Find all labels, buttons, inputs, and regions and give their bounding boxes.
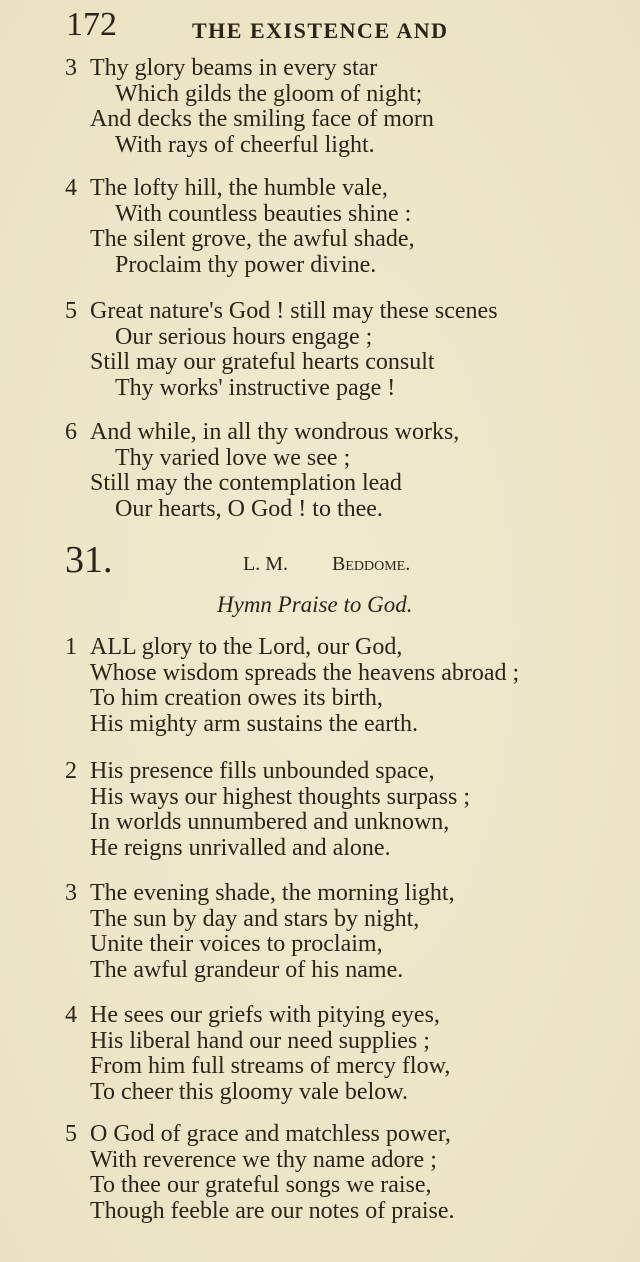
verse-line: With reverence we thy name adore ; <box>90 1146 437 1173</box>
verse-line: The evening shade, the morning light, <box>90 880 455 906</box>
verse-line: Our serious hours engage ; <box>115 323 373 350</box>
verse-line: Thy glory beams in every star <box>90 55 378 81</box>
verse-line: His mighty arm sustains the earth. <box>90 710 418 737</box>
hymn-author: Beddome. <box>332 553 411 575</box>
stanza-number: 5 <box>65 1121 77 1147</box>
stanza-number: 4 <box>65 175 77 201</box>
verse-line: Though feeble are our notes of praise. <box>90 1197 455 1224</box>
verse-line: Great nature's God ! still may these scenes <box>90 298 498 324</box>
verse-line: Our hearts, O God ! to thee. <box>115 495 383 522</box>
verse-line: He sees our griefs with pitying eyes, <box>90 1002 440 1028</box>
stanza-number: 2 <box>65 758 77 784</box>
stanza-number: 1 <box>65 634 77 660</box>
verse-line: The silent grove, the awful shade, <box>90 226 415 253</box>
verse-line: With rays of cheerful light. <box>115 131 375 158</box>
verse-line: Which gilds the gloom of night; <box>115 80 423 107</box>
stanza-number: 6 <box>65 419 77 445</box>
verse-line: To thee our grateful songs we raise, <box>90 1172 432 1199</box>
running-title: THE EXISTENCE AND <box>192 18 449 43</box>
verse-line: To him creation owes its birth, <box>90 685 383 712</box>
hymn-title: Hymn Praise to God. <box>217 592 413 617</box>
verse-line: The awful grandeur of his name. <box>90 956 404 983</box>
verse-line: O God of grace and matchless power, <box>90 1121 451 1147</box>
verse-line: He reigns unrivalled and alone. <box>90 834 391 861</box>
verse-line: To cheer this gloomy vale below. <box>90 1078 409 1105</box>
verse-line: In worlds unnumbered and unknown, <box>90 809 450 836</box>
verse-line: His ways our highest thoughts surpass ; <box>90 783 470 810</box>
verse-line: Whose wisdom spreads the heavens abroad ; <box>90 659 520 686</box>
verse-line: The sun by day and stars by night, <box>90 905 420 932</box>
verse-line: ALL glory to the Lord, our God, <box>90 634 403 660</box>
verse-line: His presence fills unbounded space, <box>90 758 435 784</box>
page-header <box>66 6 546 46</box>
verse-line: Proclaim thy power divine. <box>115 251 377 278</box>
verse-line: Thy varied love we see ; <box>115 444 351 471</box>
hymn-meter: L. M. <box>243 553 288 575</box>
stanza-number: 3 <box>65 880 77 906</box>
page-number: 172 <box>66 6 117 43</box>
hymn-number: 31. <box>65 539 113 581</box>
verse-line: Still may our grateful hearts consult <box>90 349 435 376</box>
verse-line: And decks the smiling face of morn <box>90 106 434 133</box>
stanza-number: 3 <box>65 55 77 81</box>
verse-line: Unite their voices to proclaim, <box>90 931 383 958</box>
stanza-number: 5 <box>65 298 77 324</box>
verse-line: And while, in all thy wondrous works, <box>90 419 460 445</box>
stanza-number: 4 <box>65 1002 77 1028</box>
verse-line: Still may the contemplation lead <box>90 470 402 497</box>
verse-line: From him full streams of mercy flow, <box>90 1053 451 1080</box>
verse-line: The lofty hill, the humble vale, <box>90 175 388 201</box>
verse-line: Thy works' instructive page ! <box>115 374 396 401</box>
verse-line: His liberal hand our need supplies ; <box>90 1027 430 1054</box>
verse-line: With countless beauties shine : <box>115 200 412 227</box>
